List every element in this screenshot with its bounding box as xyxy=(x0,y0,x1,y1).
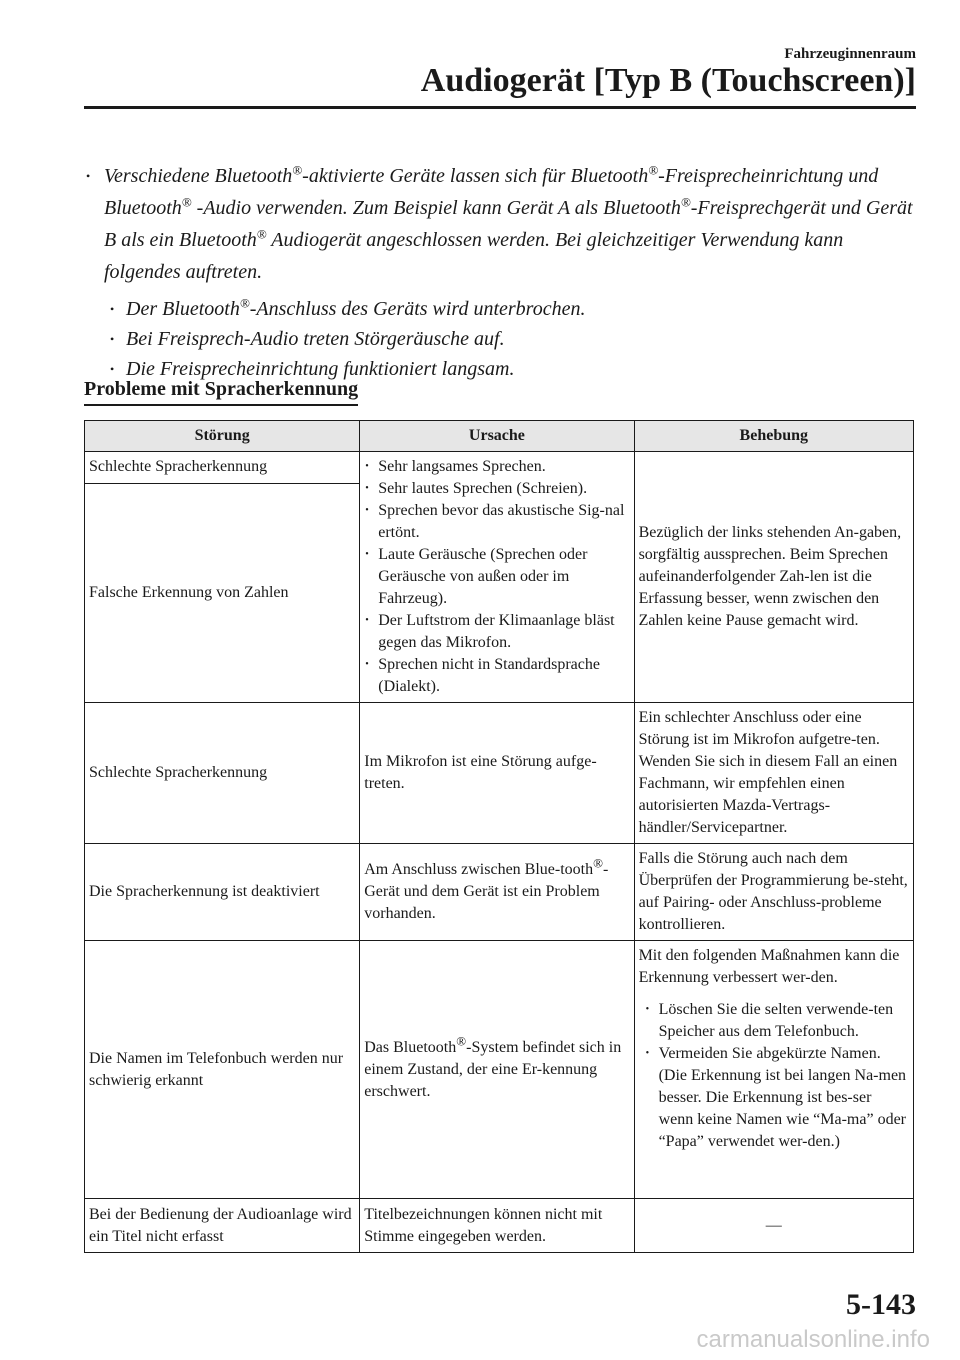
remedy-cell: Bezüglich der links stehenden An-gaben, sorgfältig aussprechen. Beim Sprechen aufeinanderfolgender Zah-len ist die Erfassung besser, wenn zwischen den Zahlen keine Pause gemacht wird. xyxy=(634,452,913,703)
list-item: • Der Luftstrom der Klimaanlage bläst gegen das Mikrofon. xyxy=(364,610,629,654)
problem-cell: Schlechte Spracherkennung xyxy=(85,703,360,844)
table-header-row xyxy=(85,421,914,452)
problem-cell: Bei der Bedienung der Audioanlage wird ein Titel nicht erfasst xyxy=(85,1199,360,1253)
remedy-cell: Falls die Störung auch nach dem Überprüfen der Programmierung be-steht, auf Pairing- oder Anschluss-probleme kontrollieren. xyxy=(634,844,913,941)
column-header-remedy: Behebung xyxy=(634,421,913,452)
intro-text xyxy=(84,160,924,384)
list-item: • Die Freisprecheinrichtung funktioniert langsam. xyxy=(108,354,924,384)
problem-cell: Schlechte Spracherkennung xyxy=(85,452,360,484)
page-title: Audiogerät [Typ B (Touchscreen)] xyxy=(420,62,916,99)
table-row xyxy=(85,452,914,484)
header-divider xyxy=(84,106,916,109)
problem-cell: Falsche Erkennung von Zahlen xyxy=(85,483,360,703)
list-item: • Bei Freisprech-Audio treten Störgeräusche auf. xyxy=(108,324,924,354)
cause-cell: Das Bluetooth®-System befindet sich in einem Zustand, der eine Er-kennung erschwert. xyxy=(360,941,634,1199)
remedy-intro: Mit den folgenden Maßnahmen kann die Erkennung verbessert wer-den. xyxy=(638,947,900,986)
problem-cell: Die Namen im Telefonbuch werden nur schwierig erkannt xyxy=(85,941,360,1199)
list-item: • Sehr langsames Sprechen. xyxy=(364,456,629,478)
page-number: 5-143 xyxy=(846,1288,916,1321)
problem-cell: Die Spracherkennung ist deaktiviert xyxy=(85,844,360,941)
column-header-cause: Ursache xyxy=(360,421,634,452)
table-row xyxy=(85,844,914,941)
list-item: • Sprechen bevor das akustische Sig-nal ertönt. xyxy=(364,500,629,544)
cause-cell: Im Mikrofon ist eine Störung aufge-treten. xyxy=(360,703,634,844)
troubleshooting-table xyxy=(84,420,914,1253)
header-section-label: Fahrzeuginnenraum xyxy=(784,46,916,62)
list-item: • Vermeiden Sie abgekürzte Namen. (Die Erkennung ist bei langen Na-men besser. Die Erkennung ist bes-ser wenn keine Namen wie “Ma-ma” oder “Papa” verwendet wer-den.) xyxy=(645,1043,909,1153)
list-item: • Der Bluetooth®-Anschluss des Geräts wird unterbrochen. xyxy=(108,294,924,324)
list-item: • Sehr lautes Sprechen (Schreien). xyxy=(364,478,629,500)
intro-sub-list xyxy=(84,294,924,384)
cause-cell: Am Anschluss zwischen Blue-tooth®-Gerät und dem Gerät ist ein Problem vorhanden. xyxy=(360,844,634,941)
watermark: carmanualsonline.info xyxy=(696,1326,930,1353)
table-row xyxy=(85,941,914,1199)
table-row xyxy=(85,703,914,844)
cause-cell: Titelbezeichnungen können nicht mit Stimme eingegeben werden. xyxy=(360,1199,634,1253)
column-header-problem: Störung xyxy=(85,421,360,452)
list-item: • Laute Geräusche (Sprechen oder Geräusche von außen oder im Fahrzeug). xyxy=(364,544,629,610)
intro-bullet: • Verschiedene Bluetooth®-aktivierte Geräte lassen sich für Bluetooth®-Freisprecheinrichtung und Bluetooth® -Audio verwenden. Zum Beispiel kann Gerät A als Bluetooth®-Freisprechgerät und Gerät B als ein Bluetooth® Audiogerät angeschlossen werden. Bei gleichzeitiger Verwendung kann folgendes auftreten. xyxy=(84,160,924,288)
remedy-cell: — xyxy=(634,1199,913,1253)
table-row xyxy=(85,1199,914,1253)
section-heading: Probleme mit Spracherkennung xyxy=(84,378,358,406)
remedy-cell xyxy=(634,941,913,1199)
remedy-cell: Ein schlechter Anschluss oder eine Störung ist im Mikrofon aufgetre-ten. Wenden Sie sich in diesem Fall an einen Fachmann, wir empfehlen einen autorisierten Mazda-Vertrags-händler/Servicepartner. xyxy=(634,703,913,844)
list-item: • Sprechen nicht in Standardsprache (Dialekt). xyxy=(364,654,629,698)
cause-cell xyxy=(360,452,634,703)
list-item: • Löschen Sie die selten verwende-ten Speicher aus dem Telefonbuch. xyxy=(645,999,909,1043)
